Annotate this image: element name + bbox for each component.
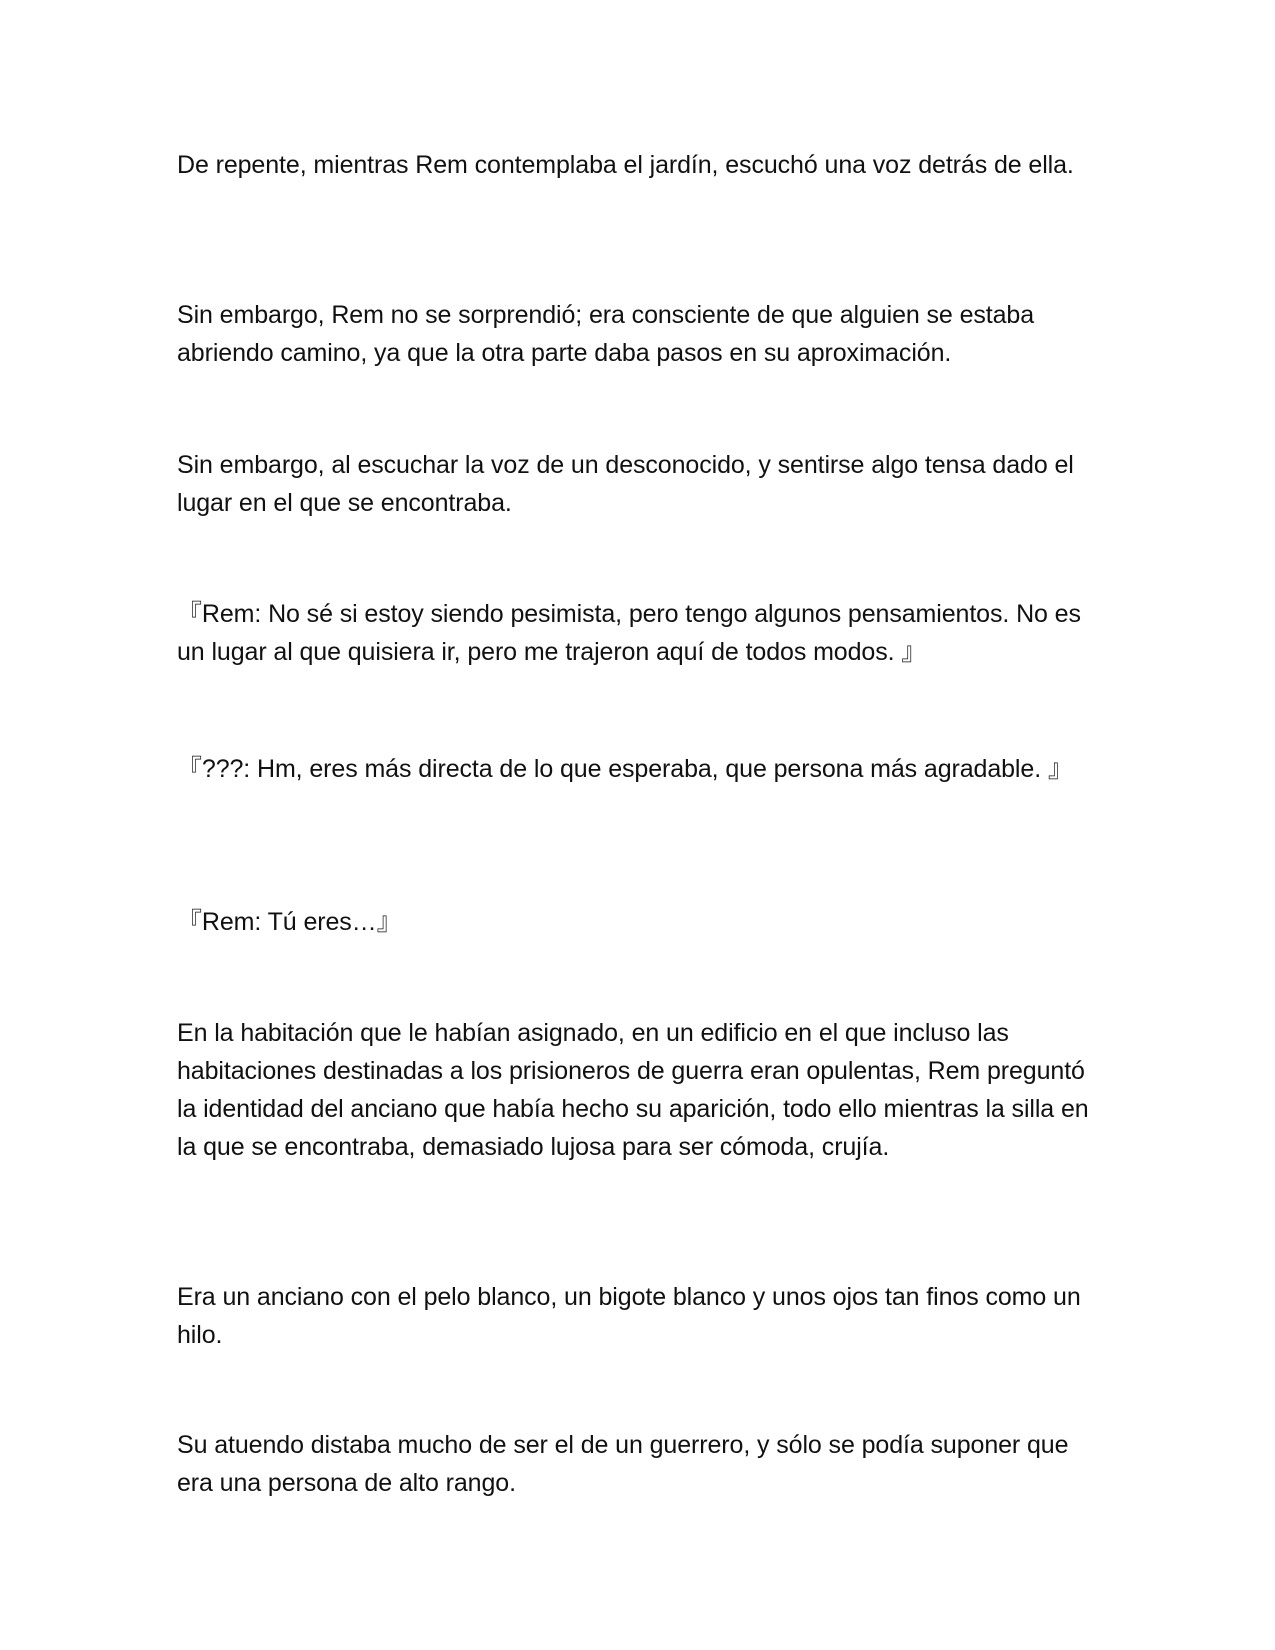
paragraph: Era un anciano con el pelo blanco, un bigote blanco y unos ojos tan finos como un hilo. (177, 1283, 1081, 1349)
paragraph: De repente, mientras Rem contemplaba el jardín, escuchó una voz detrás de ella. (177, 151, 1074, 179)
dialogue-line: 『???: Hm, eres más directa de lo que esperaba, que persona más agradable. 』 (177, 755, 1073, 783)
dialogue-line: 『Rem: Tú eres…』 (177, 908, 402, 936)
dialogue-line: 『Rem: No sé si estoy siendo pesimista, pero tengo algunos pensamientos. No es un lugar al que quisiera ir, pero me trajeron aquí de todos modos. 』 (177, 600, 1081, 666)
paragraph: En la habitación que le habían asignado, en un edificio en el que incluso las habitaciones destinadas a los prisioneros de guerra eran opulentas, Rem preguntó la identidad del anciano que había hecho su aparición, todo ello mientras la silla en la que se encontraba, demasiado lujosa para ser cómoda, crujía. (177, 1019, 1089, 1161)
paragraph: Sin embargo, Rem no se sorprendió; era consciente de que alguien se estaba abriendo camino, ya que la otra parte daba pasos en su aproximación. (177, 301, 1035, 367)
paragraph: Sin embargo, al escuchar la voz de un desconocido, y sentirse algo tensa dado el lugar en el que se encontraba. (177, 451, 1074, 517)
paragraph: Su atuendo distaba mucho de ser el de un guerrero, y sólo se podía suponer que era una persona de alto rango. (177, 1431, 1069, 1497)
